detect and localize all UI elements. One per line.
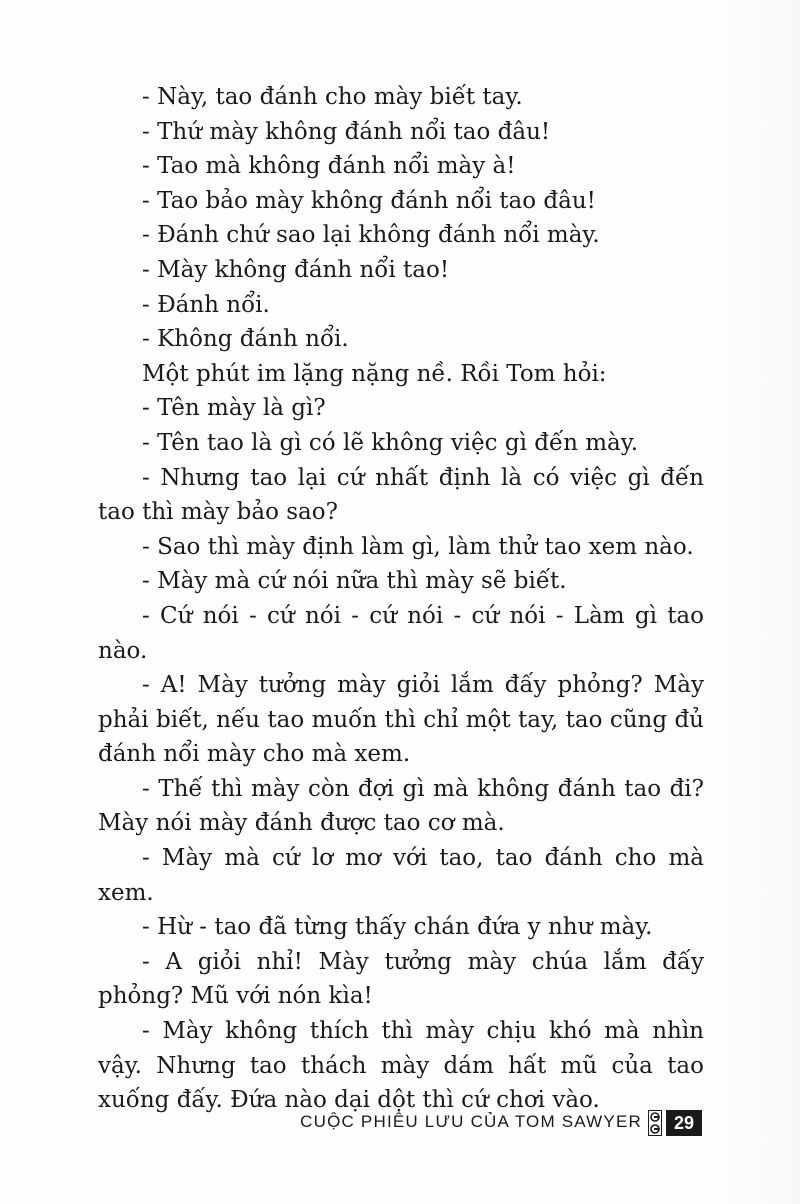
paragraph: - Nhưng tao lại cứ nhất định là có việc gì đến tao thì mày bảo sao? [98,464,704,526]
page-footer [0,1108,800,1138]
paragraph: - Mày mà cứ lơ mơ với tao, tao đánh cho mà xem. [98,845,704,906]
paragraph: - Mày không thích thì mày chịu khó mà nhìn vậy. Nhưng tao thách mày dám hất mũ của tao xuống đấy. Đứa nào dại dột thì cứ chơi vào. [98,1018,704,1114]
paragraph: - Tên mày là gì? [142,395,326,422]
paragraph: - Thứ mày không đánh nổi tao đâu! [142,118,551,145]
page-number: 29 [666,1110,702,1136]
paragraph: - Đánh nổi. [142,291,270,318]
paragraph: - Đánh chứ sao lại không đánh nổi mày. [142,222,600,249]
paragraph: - Này, tao đánh cho mày biết tay. [142,84,523,110]
paragraph: - A giỏi nhỉ! Mày tưởng mày chúa lắm đấy phỏng? Mũ với nón kìa! [98,948,704,1010]
paragraph: - Cứ nói - cứ nói - cứ nói - cứ nói - Làm gì tao nào. [98,602,704,664]
paragraph: - Sao thì mày định làm gì, làm thử tao xem nào. [142,533,694,560]
paragraph: - Tên tao là gì có lẽ không việc gì đến mày. [142,429,639,456]
paragraph: - Hừ - tao đã từng thấy chán đứa y như mày. [142,914,653,941]
paragraph: - Mày mà cứ nói nữa thì mày sẽ biết. [142,568,567,595]
paragraph: - Tao mà không đánh nổi mày à! [142,153,516,180]
page-edge-shadow [710,0,800,1204]
paragraph: - Mày không đánh nổi tao! [142,256,450,283]
paragraph: - Tao bảo mày không đánh nổi tao đâu! [142,187,596,214]
paragraph: - Không đánh nổi. [142,326,349,353]
running-title: CUỘC PHIÊU LƯU CỦA TOM SAWYER [300,1112,642,1131]
body-text [98,80,704,1118]
paragraph: - A! Mày tưởng mày giỏi lắm đấy phỏng? Mày phải biết, nếu tao muốn thì chỉ một tay, tao cũng đủ đánh nổi mày cho mà xem. [98,672,704,768]
paragraph: - Thế thì mày còn đợi gì mà không đánh tao đi? Mày nói mày đánh được tao cơ mà. [98,775,704,837]
publisher-emblem-icon [648,1110,662,1136]
paragraph: Một phút im lặng nặng nề. Rồi Tom hỏi: [142,360,607,387]
